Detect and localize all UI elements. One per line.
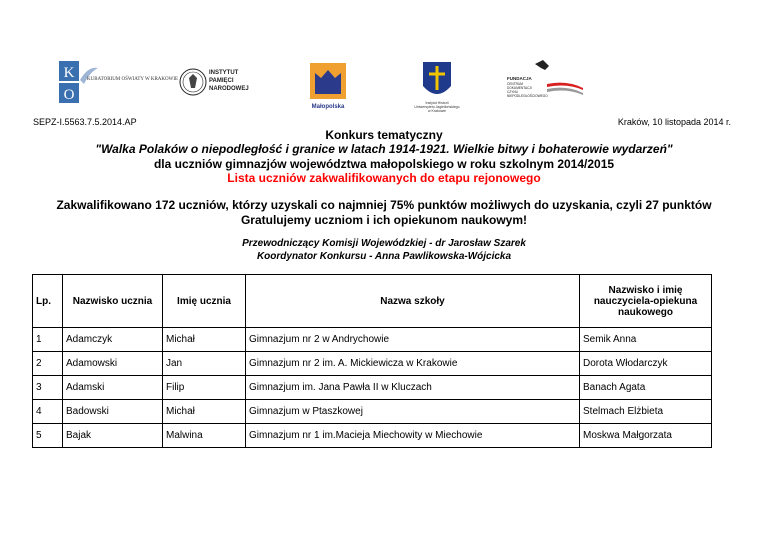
header-first-name: Imię ucznia [163,275,246,328]
cell-surname: Bajak [63,424,163,448]
malopolska-logo-text: Małopolska [311,104,345,110]
cell-first-name: Malwina [163,424,246,448]
komitet-logo-text: KURATORIUM OŚWIATY W KRAKOWIE [87,77,179,82]
svg-text:CZYNU: CZYNU [507,90,518,94]
cell-teacher: Banach Agata [580,376,712,400]
cell-surname: Adamowski [63,352,163,376]
header-school: Nazwa szkoły [246,275,580,328]
cell-school: Gimnazjum nr 2 im. A. Mickiewicza w Krakowie [246,352,580,376]
cell-surname: Badowski [63,400,163,424]
table-row [33,352,712,376]
svg-text:DOKUMENTACJI: DOKUMENTACJI [507,86,532,90]
cell-teacher: Stelmach Elżbieta [580,400,712,424]
svg-text:NARODOWEJ: NARODOWEJ [209,86,249,92]
title-line-4: Lista uczniów zakwalifikowanych do etapu rejonowego [227,171,541,185]
cell-lp: 2 [33,352,63,376]
cell-teacher: Moskwa Małgorzata [580,424,712,448]
svg-text:w Krakowie: w Krakowie [428,109,446,113]
svg-text:Uniwersytetu Jagiellońskiego: Uniwersytetu Jagiellońskiego [414,105,460,109]
header-lp: Lp. [33,275,63,328]
ipn-logo [180,58,270,114]
cell-school: Gimnazjum w Ptaszkowej [246,400,580,424]
svg-text:FUNDACJA: FUNDACJA [507,76,532,81]
cell-teacher: Semik Anna [580,328,712,352]
svg-text:NIEPODLEGŁOŚCIOWEGO: NIEPODLEGŁOŚCIOWEGO [507,94,548,98]
header-surname: Nazwisko ucznia [63,275,163,328]
cell-first-name: Jan [163,352,246,376]
header-teacher: Nazwisko i imię nauczyciela-opiekuna naukowego [580,275,712,328]
logo-strip [0,58,768,114]
table-row [33,400,712,424]
malopolska-logo [300,58,360,114]
uj-history-logo [393,58,483,114]
cell-lp: 3 [33,376,63,400]
title-line-1: Konkurs tematyczny [325,128,443,142]
svg-text:CENTRUM: CENTRUM [507,82,523,86]
table-row [33,328,712,352]
cell-school: Gimnazjum nr 1 im.Macieja Miechowity w Miechowie [246,424,580,448]
title-line-2: "Walka Polaków o niepodległość i granice w latach 1914-1921. Wielkie bitwy i bohaterowie wydarzeń" [95,142,673,156]
cell-first-name: Michał [163,400,246,424]
svg-text:O: O [63,87,75,103]
congratulations-text: Gratulujemy uczniom i ich opiekunom naukowym! [240,213,528,227]
komitet-logo [58,58,179,114]
cell-school: Gimnazjum im. Jana Pawła II w Kluczach [246,376,580,400]
reference-number: SEPZ-I.5563.7.5.2014.AP [33,117,137,127]
cell-lp: 5 [33,424,63,448]
contest-coordinator: Koordynator Konkursu - Anna Pawlikowska-Wójcicka [256,251,512,262]
svg-text:Instytut Historii: Instytut Historii [425,101,449,105]
document-date: Kraków, 10 listopada 2014 r. [617,117,731,127]
cell-surname: Adamczyk [63,328,163,352]
table-row [33,376,712,400]
committee-chair: Przewodniczący Komisji Wojewódzkiej - dr Jarosław Szarek [242,238,526,249]
cell-lp: 4 [33,400,63,424]
cell-lp: 1 [33,328,63,352]
cell-school: Gimnazjum nr 2 w Andrychowie [246,328,580,352]
svg-text:K: K [63,65,75,81]
svg-text:PAMIĘCI: PAMIĘCI [209,78,234,84]
svg-text:INSTYTUT: INSTYTUT [209,70,239,76]
cell-first-name: Filip [163,376,246,400]
table-row [33,424,712,448]
cell-first-name: Michał [163,328,246,352]
qualification-text: Zakwalifikowano 172 uczniów, którzy uzyskali co najmniej 75% punktów możliwych do uzyskania, czyli 27 punktów [56,198,712,212]
table-header-row [33,275,712,328]
cell-surname: Adamski [63,376,163,400]
cell-teacher: Dorota Włodarczyk [580,352,712,376]
title-line-3: dla uczniów gimnazjów województwa małopolskiego w roku szkolnym 2014/2015 [153,157,615,171]
qualified-students-table [32,274,712,448]
fundacja-logo [505,58,585,114]
